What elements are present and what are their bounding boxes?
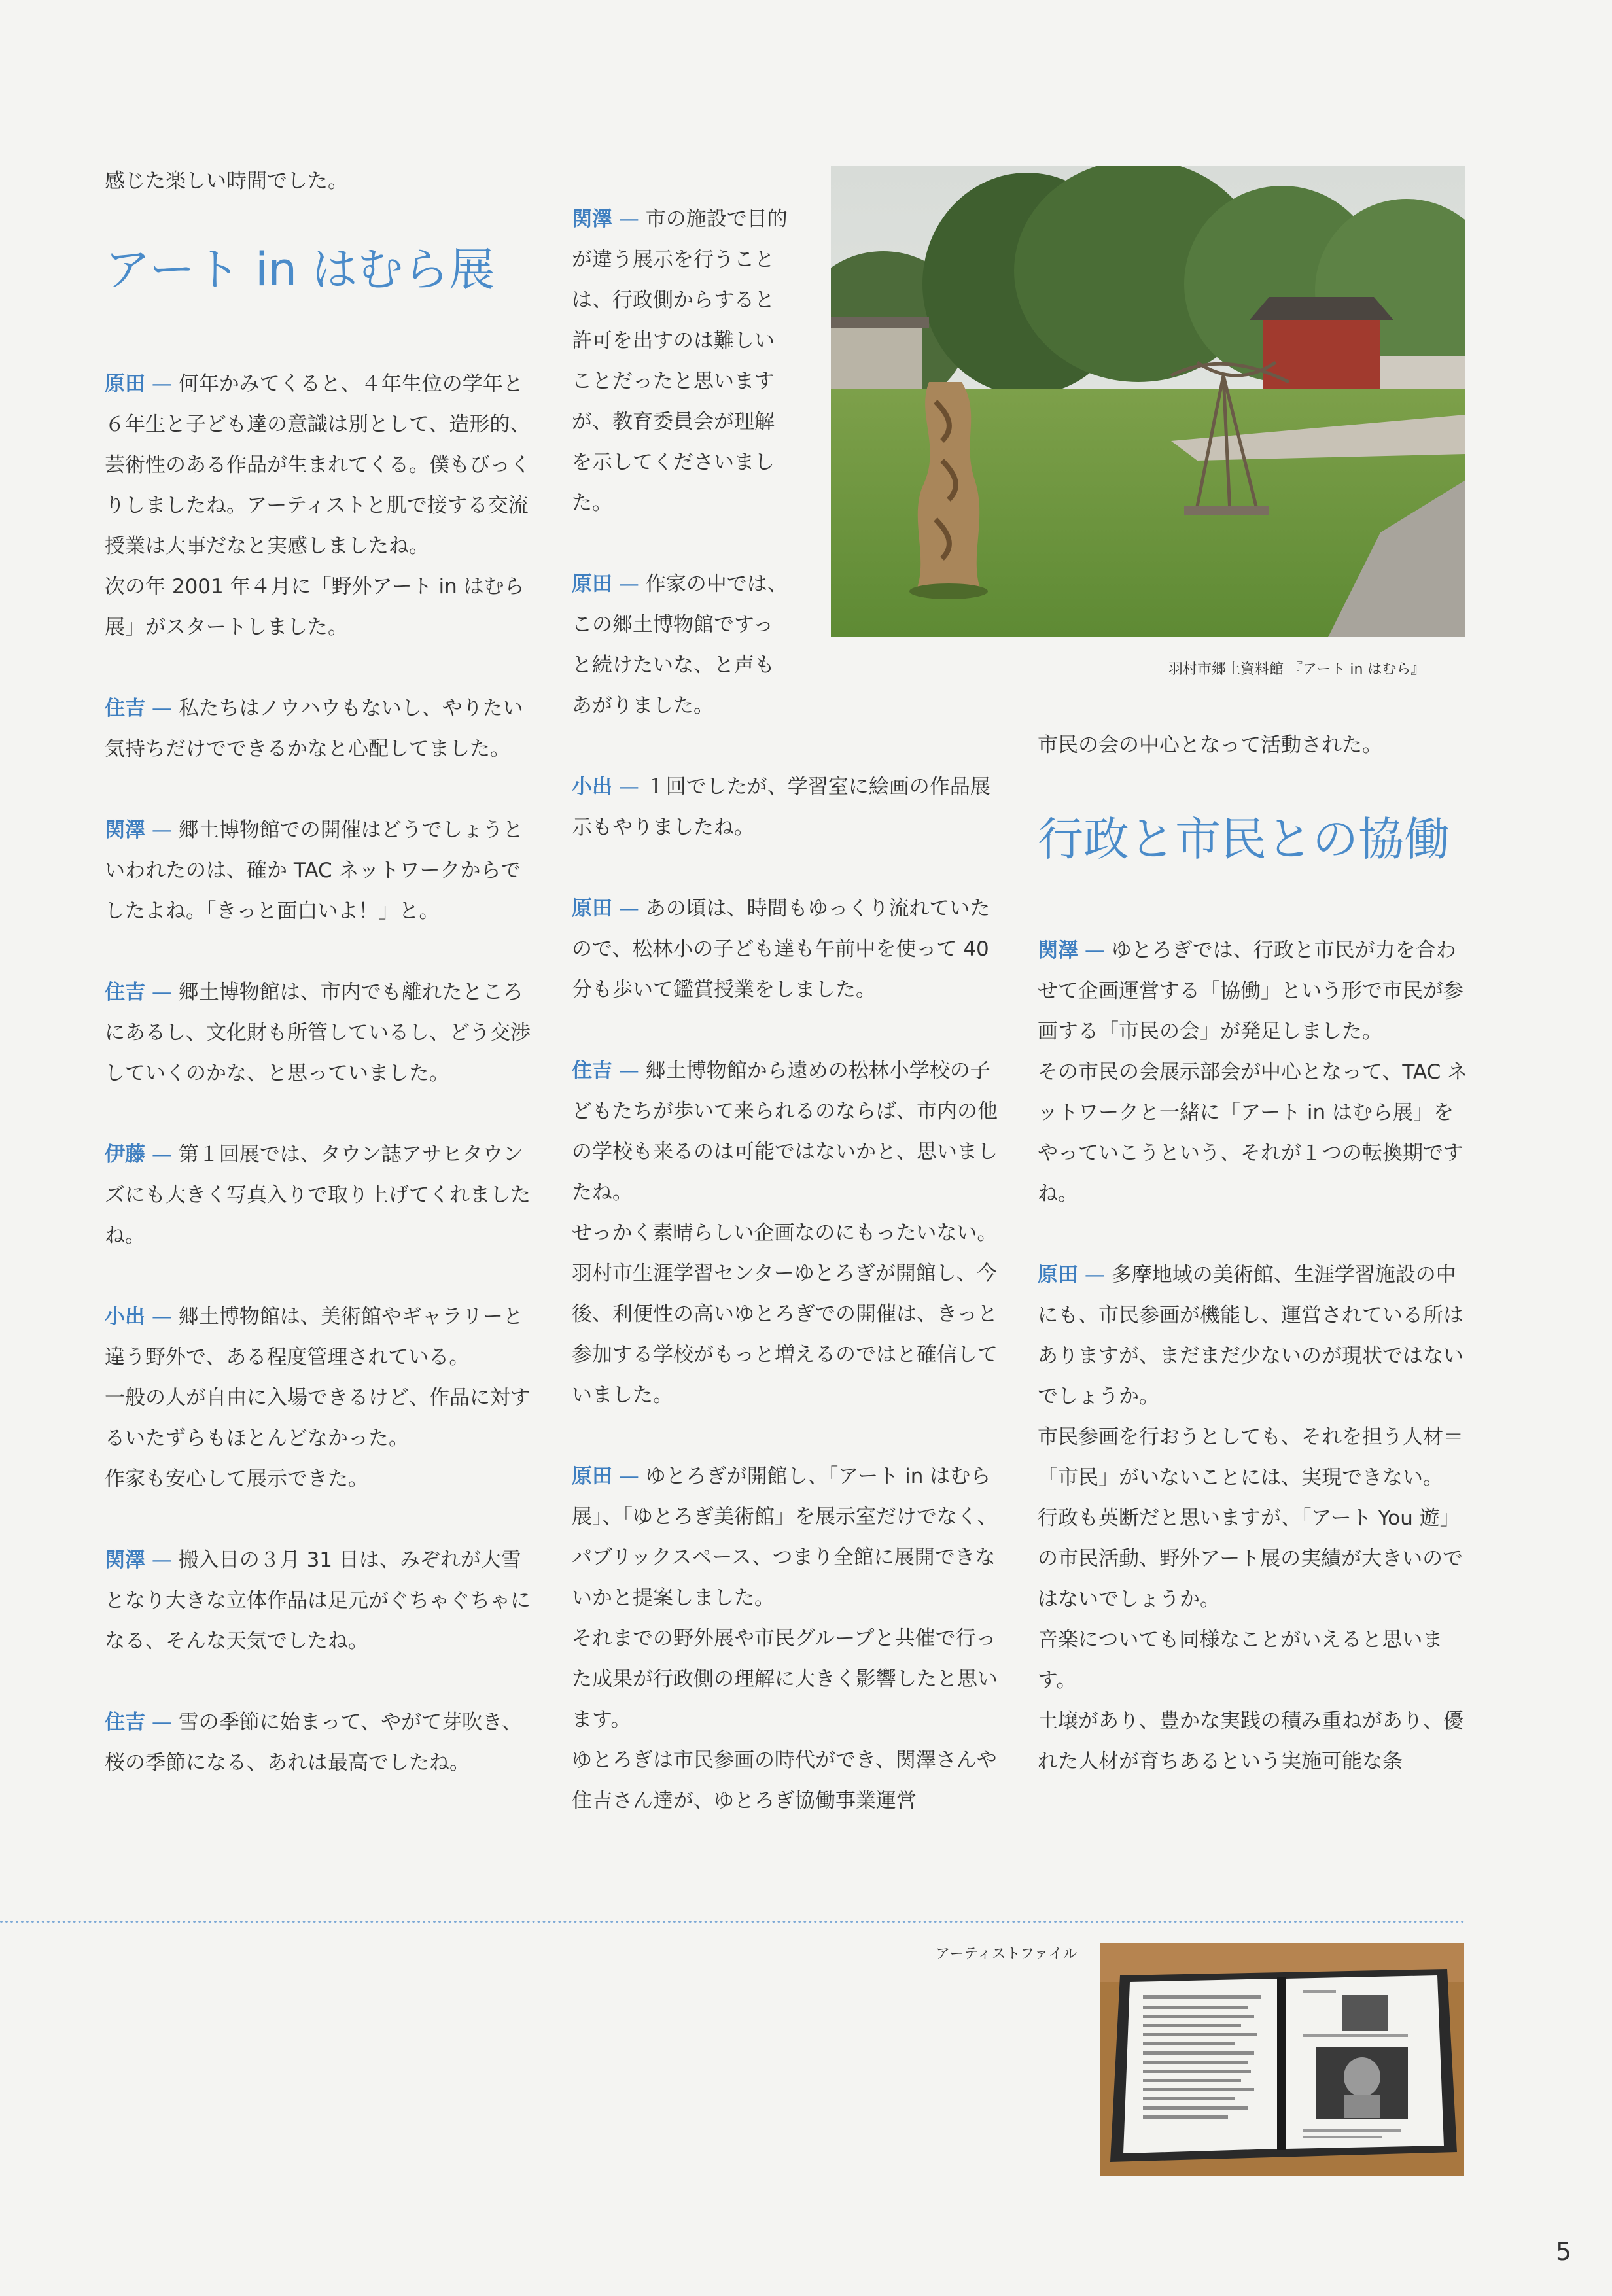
col2-item: それまでの野外展や市民グループと共催で行った成果が行政側の理解に大きく影響したと思います。 [572,1627,998,1731]
col1-item: 小出 — 郷土博物館は、美術館やギャラリーと違う野外で、ある程度管理されている。 [105,1305,523,1369]
col1-item: 関澤 — 郷土博物館での開催はどうでしょうといわれたのは、確か TAC ネットワークからでしたよね。「きっと面白いよ！」と。 [105,818,523,923]
col3-item: 原田 — 多摩地域の美術館、生涯学習施設の中にも、市民参画が機能し、運営されている所はありますが、まだまだ少ないのが現状ではないでしょうか。 [1038,1263,1463,1408]
speaker-name: 住吉 [105,981,145,1004]
heading-art-in-hamura: アート in はむら展 [105,243,495,296]
section-divider [0,1921,1465,1923]
col2-item: 住吉 — 郷土博物館から遠めの松林小学校の子どもたちが歩いて来られるのならば、市内の他の学校も来るのは可能ではないかと、思いましたね。 [572,1059,998,1204]
col3-item: 土壌があり、豊かな実践の積み重ねがあり、優れた人材が育ちあるという実施可能な条 [1038,1709,1463,1773]
col1-item: 関澤 — 搬入日の３月 31 日は、みぞれが大雪となり大きな立体作品は足元がぐちゃぐちゃになる、そんな天気でしたね。 [105,1548,531,1653]
speaker-name: 原田 [572,897,612,920]
speaker-name: 原田 [572,572,612,596]
col3-item: 市民参画を行おうとしても、それを担う人材＝「市民」がいないことには、実現できない。 [1038,1425,1463,1489]
col1-item: 住吉 — 雪の季節に始まって、やがて芽吹き、桜の季節になる、あれは最高でしたね。 [105,1711,522,1775]
col2-item: 原田 — 作家の中では、この郷土博物館ですっと続けたいな、と声もあがりました。 [572,572,788,718]
col1-item: 原田 — 何年かみてくると、４年生位の学年と６年生と子ども達の意識は別として、造形的、芸術性のある作品が生まれてくる。僕もびっくりしましたね。アーティストと肌で接する交流授業は大事だなと実感しましたね。 [105,372,531,558]
col3-item: 行政も英断だと思いますが、「アート You 遊」の市民活動、野外アート展の実績が大きいのではないでしょうか。 [1038,1506,1463,1611]
speaker-name: 住吉 [105,1711,145,1734]
col2-item: 小出 — １回でしたが、学習室に絵画の作品展示もやりましたね。 [572,775,990,839]
column-3 [1038,725,1469,765]
column-2 [572,199,788,767]
col3-item: 関澤 — ゆとろぎでは、行政と市民が力を合わせて企画運営する「協働」という形で市民が参画する「市民の会」が発足しました。 [1038,939,1463,1043]
column-2-body [572,767,1004,1821]
col2-item: 関澤 — 市の施設で目的が違う展示を行うことは、行政側からすると許可を出すのは難しいことだったと思いますが、教育委員会が理解を示してくださいました。 [572,207,788,515]
speaker-name: 関澤 [1038,939,1078,962]
col3-item: その市民の会展示部会が中心となって、TAC ネットワークと一緒に「アート in はむら展」をやっていこうという、それが１つの転換期ですね。 [1038,1060,1468,1206]
col2-item: せっかく素晴らしい企画なのにもったいない。 [572,1221,998,1245]
col2-item: ゆとろぎは市民参画の時代ができ、関澤さんや住吉さん達が、ゆとろぎ協働事業運営 [572,1748,997,1813]
col1-item: 作家も安心して展示できた。 [105,1467,368,1491]
col2-item: 原田 — ゆとろぎが開館し、「アート in はむら展」、「ゆとろぎ美術館」を展示室だけでなく、パブリックスペース、つまり全館に展開できないかと提案しました。 [572,1465,998,1610]
museum-garden-photo [831,166,1465,637]
col1-item: 伊藤 — 第１回展では、タウン誌アサヒタウンズにも大きく写真入りで取り上げてくれましたね。 [105,1143,531,1247]
col1-item: 一般の人が自由に入場できるけど、作品に対するいたずらもほとんどなかった。 [105,1386,531,1450]
col1-item: 次の年 2001 年４月に「野外アート in はむら展」がスタートしました。 [105,575,525,639]
speaker-name: 関澤 [105,818,145,842]
speaker-name: 小出 [105,1305,145,1329]
photo2-caption: アーティストファイル [936,1946,1078,1962]
speaker-name: 伊藤 [105,1143,145,1166]
column-3-body [1038,930,1469,1782]
col3-intro: 市民の会の中心となって活動された。 [1038,733,1382,757]
artist-file-photo [1100,1943,1464,2176]
speaker-name: 関澤 [105,1548,145,1572]
speaker-name: 関澤 [572,207,612,231]
speaker-name: 原田 [105,372,145,396]
speaker-name: 住吉 [105,697,145,720]
column-1-body [105,364,536,1783]
page-number: 5 [1556,2237,1572,2266]
speaker-name: 原田 [572,1465,612,1488]
col1-intro: 感じた楽しい時間でした。 [105,169,348,193]
col3-item: 音楽についても同様なことがいえると思います。 [1038,1628,1443,1692]
speaker-name: 住吉 [572,1059,612,1083]
photo1-caption: 羽村市郷土資料館 『アート in はむら』 [1168,661,1426,678]
heading-gyosei-shimin: 行政と市民との協働 [1038,812,1450,866]
col1-item: 住吉 — 郷土博物館は、市内でも離れたところにあるし、文化財も所管しているし、どう交渉していくのかな、と思っていました。 [105,981,531,1085]
speaker-name: 小出 [572,775,612,799]
speaker-name: 原田 [1038,1263,1078,1287]
col1-item: 住吉 — 私たちはノウハウもないし、やりたい気持ちだけでできるかなと心配してました。 [105,697,523,761]
col2-item: 羽村市生涯学習センターゆとろぎが開館し、今後、利便性の高いゆとろぎでの開催は、きっと参加する学校がもっと増えるのではと確信していました。 [572,1262,998,1407]
col2-item: 原田 — あの頃は、時間もゆっくり流れていたので、松林小の子ども達も午前中を使って 40 分も歩いて鑑賞授業をしました。 [572,897,990,1001]
artist-file-illustration [1100,1943,1464,2176]
column-1 [105,161,536,201]
museum-garden-illustration [831,166,1465,637]
